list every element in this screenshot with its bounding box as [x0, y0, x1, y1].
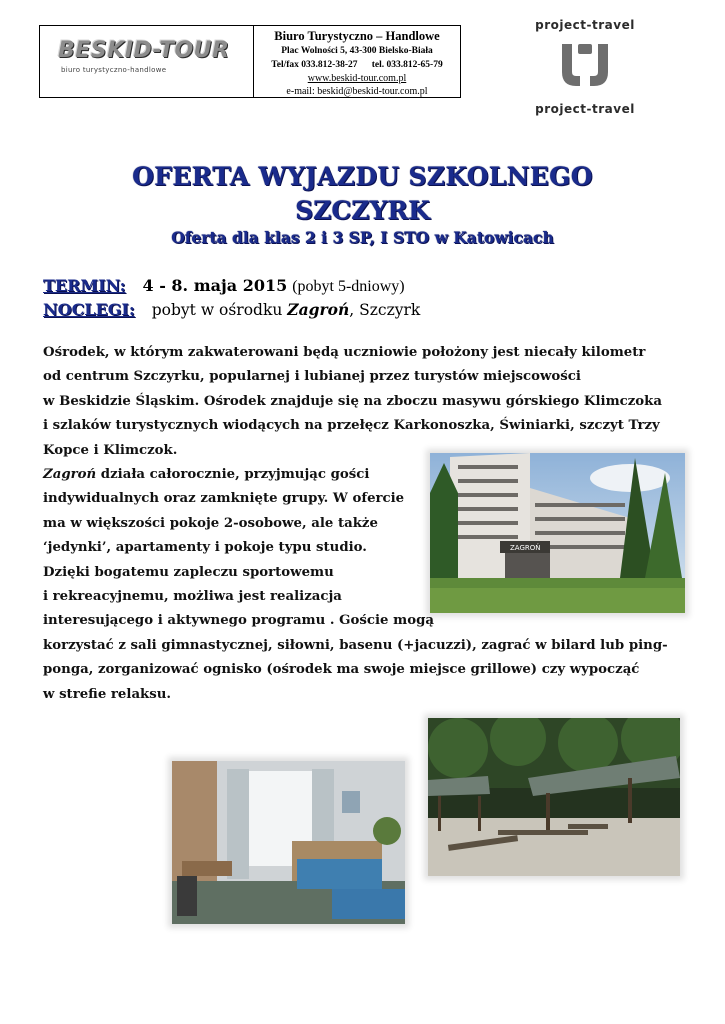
noclegi-prefix: pobyt w ośrodku: [151, 301, 288, 319]
noclegi-label: NOCLEGI:: [43, 300, 135, 319]
noclegi-place: Zagroń: [287, 300, 350, 319]
text-line: w strefie relaksu.: [43, 686, 172, 702]
text-line: Ośrodek, w którym zakwaterowani będą uczniowie położony jest niecały kilometr: [43, 345, 646, 360]
company-address: Plac Wolności 5, 43-300 Bielsko-Biała: [281, 46, 433, 56]
text-line: Kopce i Klimczok.: [43, 442, 178, 458]
text-line: ‘jedynki’, apartamenty i pokoje typu studio.: [43, 540, 367, 556]
text-line: działa całorocznie, przyjmując gości: [96, 467, 370, 482]
text-line: indywidualnych oraz zamknięte grupy. W ofercie: [43, 491, 405, 507]
text-line: i szlaków turystycznych wiodących na przełęcz Karkonoszka, Świniarki, szczyt Trzy: [43, 418, 660, 434]
grill-area-photo: [428, 718, 680, 876]
termin-label: TERMIN:: [43, 276, 126, 295]
description-paragraph-1: [43, 341, 662, 463]
offer-subtitle: Oferta dla klas 2 i 3 SP, I STO w Katowicach: [171, 228, 554, 247]
text-line: korzystać z sali gimnastycznej, siłowni, basenu (+jacuzzi), zagrać w bilard lub ping-: [43, 637, 668, 653]
text-line: od centrum Szczyrku, popularnej i lubianej przez turystów miejscowości: [43, 369, 581, 385]
building-photo: [430, 453, 685, 613]
text-line: ma w większości pokoje 2-osobowe, ale także: [43, 515, 378, 531]
logo-text: BESKID-TOUR: [58, 38, 230, 63]
text-line: interesującego i aktywnego programu . Goście mogą: [43, 613, 434, 629]
contact-info: [254, 26, 460, 97]
project-travel-top-text: project-travel: [535, 18, 635, 32]
text-line: i rekreacyjnemu, możliwa jest realizacja: [43, 589, 342, 605]
termin-dates: 4 - 8. maja 2015: [142, 276, 288, 295]
logo-subtitle: biuro turystyczno-handlowe: [61, 66, 167, 74]
project-travel-emblem-icon: [550, 38, 620, 98]
company-phones: Tel/fax 033.812-38-27 tel. 033.812-65-79: [271, 60, 443, 70]
email-link[interactable]: e-mail: beskid@beskid-tour.com.pl: [286, 86, 428, 97]
website-link[interactable]: www.beskid-tour.com.pl: [307, 73, 407, 84]
noclegi-row: [43, 300, 420, 319]
company-header-box: [39, 25, 461, 98]
zagron-italic: Zagroń: [43, 467, 97, 482]
offer-destination: SZCZYRK: [295, 196, 430, 225]
termin-row: [43, 276, 405, 296]
room-photo: [172, 761, 405, 924]
offer-title: OFERTA WYJAZDU SZKOLNEGO: [132, 162, 593, 191]
text-line: w Beskidzie Śląskim. Ośrodek znajduje się na zboczu masywu górskiego Klimczoka: [43, 393, 663, 409]
project-travel-bottom-text: project-travel: [535, 102, 635, 116]
beskid-tour-logo: [40, 26, 254, 97]
text-line: Dzięki bogatemu zapleczu sportowemu: [43, 564, 334, 580]
text-line: ponga, zorganizować ognisko (ośrodek ma swoje miejsce grillowe) czy wypocząć: [43, 662, 640, 678]
project-travel-logo: [515, 18, 655, 118]
noclegi-suffix: , Szczyrk: [349, 301, 421, 319]
building-sign-text: ZAGROŃ: [510, 544, 541, 552]
company-name: Biuro Turystyczno – Handlowe: [274, 29, 440, 43]
termin-note: (pobyt 5-dniowy): [292, 278, 405, 295]
